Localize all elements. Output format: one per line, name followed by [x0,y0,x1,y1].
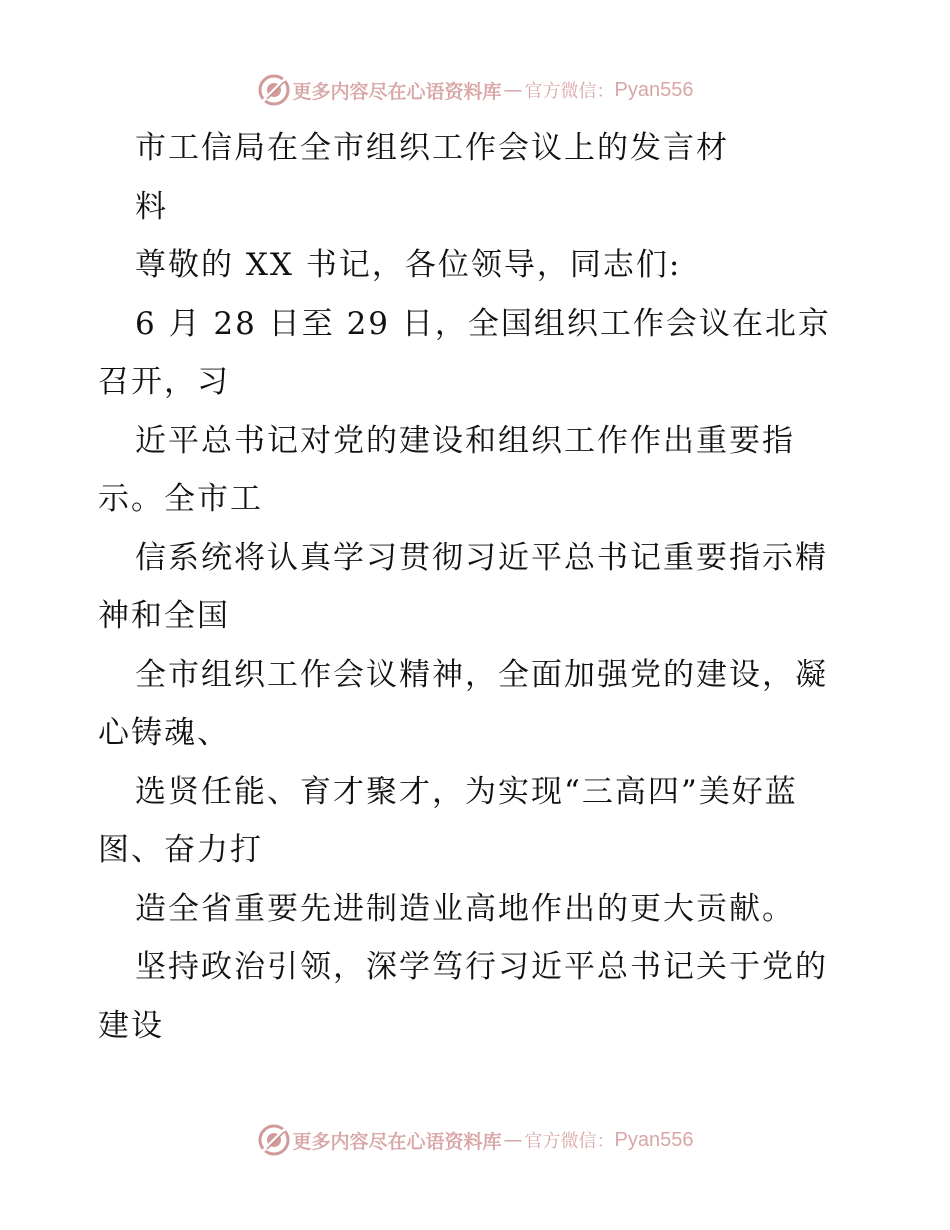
document-title-line-2: 料 [135,189,168,225]
paragraph-line: 造全省重要先进制造业高地作出的更大贡献。 [135,891,795,927]
paragraph-line: 图、奋力打 [98,832,263,868]
paragraph-line: 选贤任能、育才聚才，为实现“三高四”美好蓝 [135,774,798,810]
banner-separator: — [503,1129,523,1151]
logo-icon [257,1123,291,1157]
paragraph-line: 6 月 28 日至 29 日，全国组织工作会议在北京 [135,306,831,342]
paragraph-line: 神和全国 [98,598,230,634]
header-banner [0,68,950,112]
document-title-line-1: 市工信局在全市组织工作会议上的发言材 [135,130,729,166]
banner-wechat-id: Pyan556 [614,1128,694,1151]
paragraph-line: 心铸魂、 [98,715,230,751]
paragraph-line: 建设 [98,1008,164,1044]
banner-wechat-label: 官方微信： [524,81,615,102]
banner-wechat-id: Pyan556 [614,78,694,101]
paragraph-line: 坚持政治引领，深学笃行习近平总书记关于党的 [135,949,828,985]
footer-banner [0,1118,950,1162]
paragraph-line: 近平总书记对党的建设和组织工作作出重要指 [135,423,795,459]
banner-separator: — [503,79,523,101]
paragraph-line: 信系统将认真学习贯彻习近平总书记重要指示精 [135,540,828,576]
paragraph-line: 示。全市工 [98,481,263,517]
paragraph-line: 召开，习 [98,364,230,400]
logo-icon [257,73,291,107]
paragraph-line: 全市组织工作会议精神，全面加强党的建设，凝 [135,657,828,693]
salutation: 尊敬的 XX 书记，各位领导，同志们: [135,247,682,283]
banner-wechat-label: 官方微信： [524,1131,615,1152]
banner-site-text: 更多内容尽在心语资料库 [292,80,502,103]
banner-site-text: 更多内容尽在心语资料库 [292,1130,502,1153]
